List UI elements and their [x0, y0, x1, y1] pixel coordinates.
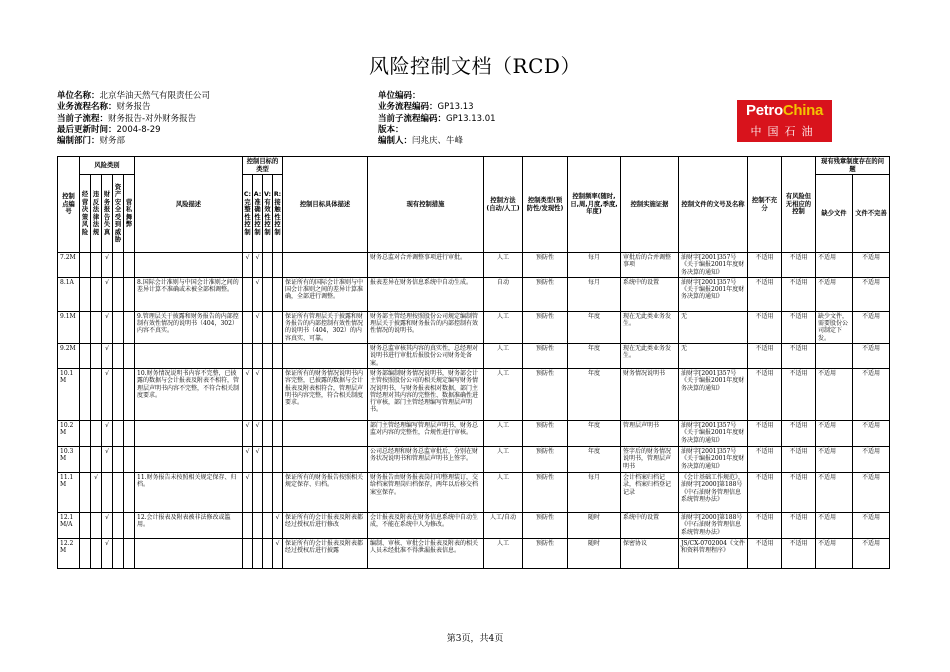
cell-target-mark: √ — [253, 311, 263, 343]
cell-doc: 油财字[2001]357号《关于编报2001年度财务决算的通知》 — [679, 368, 748, 420]
cell-method: 人工 — [484, 446, 523, 472]
cell-target-desc — [283, 253, 368, 278]
hdr-missing-doc: 缺少文件 — [816, 175, 853, 253]
cell-frequency: 年度 — [568, 344, 621, 369]
meta-right — [378, 91, 496, 147]
cell-no-design: 不适用 — [782, 538, 816, 568]
document-title: 风险控制文档（RCD） — [369, 54, 581, 78]
cell-control-id: 7.2M — [58, 253, 80, 278]
cell-measure: 会计报表及附表在财务信息系统中自动生成，不能在系统中人为修改。 — [368, 512, 484, 538]
cell-target-mark — [243, 344, 253, 369]
cell-target-desc: 保证所有管理层关于披露和财务报告的内部控制有效性情况的说明书（404，302）的内容真实、可靠。 — [283, 311, 368, 343]
cell-insufficient: 不适用 — [748, 368, 782, 420]
cell-doc: 油财字[2001]357号《关于编报2001年度财务决算的通知》 — [679, 277, 748, 311]
cell-risk-mark — [80, 368, 91, 420]
cell-incomplete-doc: 不适用 — [853, 253, 890, 278]
cell-frequency: 年度 — [568, 420, 621, 446]
cell-target-mark — [263, 311, 273, 343]
cell-risk-mark: √ — [102, 512, 113, 538]
cell-target-mark: √ — [253, 253, 263, 278]
cell-risk-mark: √ — [91, 472, 102, 512]
cell-no-design: 不适用 — [782, 472, 816, 512]
cell-method: 人工 — [484, 253, 523, 278]
cell-target-mark: √ — [253, 446, 263, 472]
cell-risk-mark — [102, 472, 113, 512]
meta-subprocess-code: 当前子流程编码：GP13.13.01 — [378, 113, 496, 124]
cell-control-id: 10.1M — [58, 368, 80, 420]
cell-risk-mark — [80, 253, 91, 278]
cell-doc: 无 — [679, 311, 748, 343]
cell-evidence: 审批后的合并调整事项 — [621, 253, 679, 278]
cell-missing-doc: 不适用 — [816, 472, 853, 512]
cell-method: 人工 — [484, 311, 523, 343]
cell-risk-mark — [113, 512, 124, 538]
cell-control-id: 11.1M — [58, 472, 80, 512]
cell-measure: 财务报告由财务报表岗打印整理装订，交给档案管理岗归档保存，两年以后移交档案室保存。 — [368, 472, 484, 512]
cell-no-design: 不适用 — [782, 512, 816, 538]
cell-target-mark: √ — [243, 446, 253, 472]
cell-evidence: 现在无此类业务发生。 — [621, 311, 679, 343]
cell-target-mark — [243, 512, 253, 538]
cell-frequency: 随时 — [568, 512, 621, 538]
cell-no-design: 不适用 — [782, 253, 816, 278]
cell-method: 人工 — [484, 472, 523, 512]
cell-target-mark — [263, 277, 273, 311]
hdr-target-desc: 控制目标具体描述 — [283, 157, 368, 253]
table-row — [58, 277, 890, 311]
cell-target-mark — [253, 472, 263, 512]
cell-no-design: 不适用 — [782, 420, 816, 446]
table-row — [58, 368, 890, 420]
cell-measure: 报表差异在财务信息系统中自动生成。 — [368, 277, 484, 311]
cell-insufficient: 不适用 — [748, 472, 782, 512]
cell-target-desc: 保证所有的会计报表及附表都经过授权后进行修改 — [283, 512, 368, 538]
meta-unit-code: 单位编码： — [378, 91, 421, 101]
cell-risk-mark — [124, 368, 135, 420]
cell-risk-mark: √ — [102, 277, 113, 311]
cell-risk-desc — [135, 420, 243, 446]
hdr-existing-measures: 现有控制措施 — [368, 157, 484, 253]
cell-incomplete-doc: 不适用 — [853, 344, 890, 369]
cell-target-mark — [243, 311, 253, 343]
cell-risk-mark — [113, 253, 124, 278]
cell-risk-mark — [91, 512, 102, 538]
cell-method: 自动 — [484, 277, 523, 311]
meta-subprocess: 当前子流程：财务报告-对外财务报告 — [57, 113, 197, 124]
hdr-no-design: 有风险但无相应的控制 — [782, 157, 816, 253]
hdr-risk-cat-2: 违反法律法规 — [91, 175, 102, 253]
cell-target-mark — [243, 277, 253, 311]
hdr-risk-cat-3: 财务报告失真 — [102, 175, 113, 253]
cell-control-id: 9.2M — [58, 344, 80, 369]
cell-type: 预防性 — [523, 277, 568, 311]
cell-risk-mark — [91, 538, 102, 568]
cell-risk-mark — [80, 311, 91, 343]
cell-risk-mark — [113, 277, 124, 311]
hdr-risk-cat-4: 资产安全受到威胁 — [113, 175, 124, 253]
cell-risk-desc: 12.会计报表及附表被非法修改或滥用。 — [135, 512, 243, 538]
cell-risk-mark — [80, 472, 91, 512]
cell-target-mark — [273, 368, 283, 420]
cell-insufficient: 不适用 — [748, 277, 782, 311]
cell-target-mark — [243, 538, 253, 568]
cell-incomplete-doc: 不适用 — [853, 446, 890, 472]
meta-unit-name: 单位名称：北京华油天然气有限责任公司 — [57, 91, 211, 101]
cell-incomplete-doc: 不适用 — [853, 311, 890, 343]
cell-evidence: 管理层声明书 — [621, 420, 679, 446]
cell-control-id: 10.3M — [58, 446, 80, 472]
table-row — [58, 512, 890, 538]
hdr-target-a: A:准确性控制 — [253, 175, 263, 253]
cell-doc: 油财字[2000]第188号《中石油财务管理信息系统管理办法》 — [679, 512, 748, 538]
cell-control-id: 12.2M — [58, 538, 80, 568]
cell-target-mark — [273, 446, 283, 472]
hdr-risk-cat-1: 经营决策风险 — [80, 175, 91, 253]
cell-target-mark: √ — [253, 277, 263, 311]
cell-type: 预防性 — [523, 344, 568, 369]
cell-risk-mark — [124, 277, 135, 311]
hdr-control-target-type: 控制目标的类型 — [243, 157, 283, 175]
cell-insufficient: 不适用 — [748, 446, 782, 472]
hdr-target-c: C:完整性控制 — [243, 175, 253, 253]
cell-insufficient: 不适用 — [748, 512, 782, 538]
cell-evidence: 保密协议 — [621, 538, 679, 568]
meta-author: 编制人：闫兆庆、牛峰 — [378, 136, 464, 147]
cell-type: 预防性 — [523, 420, 568, 446]
cell-missing-doc — [816, 344, 853, 369]
cell-no-design: 不适用 — [782, 446, 816, 472]
cell-frequency: 每月 — [568, 253, 621, 278]
hdr-insufficient: 控制不充分 — [748, 157, 782, 253]
cell-target-mark — [263, 368, 273, 420]
cell-risk-mark — [124, 253, 135, 278]
cell-method: 人工/自动 — [484, 512, 523, 538]
cell-measure: 财务总监审核其内容的真实性，总经理对说明书进行审批后报股份公司财务处备案。 — [368, 344, 484, 369]
cell-measure: 财务部编制财务情况说明书，财务部会计主管按照股份公司的相关规定编写财务情况说明书，与财务报表相对数据，部门主管经理对其内容的完整性、数据准确性进行审核，部门主管经理编写管理层声明书。 — [368, 368, 484, 420]
cell-evidence: 财务情况说明书 — [621, 368, 679, 420]
cell-evidence: 签字后的财务情况说明书，管理层声明书 — [621, 446, 679, 472]
cell-risk-mark — [80, 538, 91, 568]
cell-measure: 财务部主管经理按照股份公司规定编制管理层关于披露和财务报告的内部控制有效性情况的说明书。 — [368, 311, 484, 343]
cell-control-id: 8.1A — [58, 277, 80, 311]
table-row — [58, 344, 890, 369]
cell-target-desc: 保证所有的国际会计准则与中国会计准则之间的差异计算准确，全部进行调整。 — [283, 277, 368, 311]
cell-type: 预防性 — [523, 512, 568, 538]
cell-no-design: 不适用 — [782, 277, 816, 311]
cell-risk-mark — [80, 277, 91, 311]
cell-method: 人工 — [484, 420, 523, 446]
cell-evidence: 系统中的设置 — [621, 512, 679, 538]
cell-type: 预防性 — [523, 368, 568, 420]
cell-risk-mark: √ — [102, 446, 113, 472]
cell-target-desc: 保证所有的财务报告按照相关规定保存、归档。 — [283, 472, 368, 512]
meta-left — [57, 91, 210, 147]
cell-risk-mark — [113, 472, 124, 512]
table-rows — [58, 253, 890, 569]
cell-insufficient: 不适用 — [748, 253, 782, 278]
cell-risk-mark — [91, 311, 102, 343]
cell-evidence: 现在无此类业务发生。 — [621, 344, 679, 369]
table-row — [58, 446, 890, 472]
cell-risk-desc — [135, 446, 243, 472]
cell-incomplete-doc: 不适用 — [853, 368, 890, 420]
cell-method: 人工 — [484, 368, 523, 420]
cell-target-mark — [253, 512, 263, 538]
cell-target-mark: √ — [243, 368, 253, 420]
cell-method: 人工 — [484, 344, 523, 369]
cell-target-mark — [263, 420, 273, 446]
cell-target-mark — [273, 277, 283, 311]
cell-frequency: 每月 — [568, 472, 621, 512]
cell-risk-mark: √ — [102, 368, 113, 420]
cell-risk-mark — [113, 311, 124, 343]
petrochina-logo: PetroChina 中国石油 — [737, 100, 832, 142]
hdr-frequency: 控制频率(随时,日,周,月度,季度,年度) — [568, 157, 621, 253]
cell-risk-mark — [91, 446, 102, 472]
cell-risk-mark: √ — [102, 420, 113, 446]
hdr-existing-defects: 现有残章制度存在的问题 — [816, 157, 890, 175]
cell-risk-desc: 10.财务情况说明书内容不完整，已披露的数据与会计报表及附表不相符，管理层声明书内容不完整，不符合相关制度要求。 — [135, 368, 243, 420]
cell-risk-mark — [80, 420, 91, 446]
cell-measure: 编制、审核、审批会计报表及附表的相关人员未经批准不得泄漏报表信息。 — [368, 538, 484, 568]
cell-risk-mark — [91, 277, 102, 311]
hdr-risk-cat-5: 营私舞弊 — [124, 175, 135, 253]
cell-risk-mark — [113, 420, 124, 446]
hdr-evidence: 控制实施证据 — [621, 157, 679, 253]
meta-process-name: 业务流程名称：财务报告 — [57, 102, 151, 113]
cell-missing-doc: 不适用 — [816, 420, 853, 446]
cell-no-design: 不适用 — [782, 344, 816, 369]
cell-risk-mark: √ — [102, 344, 113, 369]
cell-risk-desc — [135, 538, 243, 568]
cell-risk-mark — [91, 420, 102, 446]
table-row — [58, 253, 890, 278]
cell-risk-mark — [124, 344, 135, 369]
hdr-incomplete-doc: 文件不完善 — [853, 175, 890, 253]
cell-type: 预防性 — [523, 446, 568, 472]
cell-control-id: 10.2M — [58, 420, 80, 446]
cell-type: 预防性 — [523, 472, 568, 512]
cell-incomplete-doc: 不适用 — [853, 472, 890, 512]
cell-missing-doc: 缺少文件，需要股份公司制定下发。 — [816, 311, 853, 343]
cell-risk-mark: √ — [102, 311, 113, 343]
cell-target-mark: √ — [253, 420, 263, 446]
cell-target-mark — [263, 253, 273, 278]
cell-target-desc — [283, 420, 368, 446]
cell-doc: 油财字[2001]357号《关于编报2001年度财务决算的通知》 — [679, 420, 748, 446]
hdr-target-v: V:有效性控制 — [263, 175, 273, 253]
cell-missing-doc: 不适用 — [816, 277, 853, 311]
cell-evidence: 系统中的设置 — [621, 277, 679, 311]
cell-missing-doc: 不适用 — [816, 512, 853, 538]
cell-doc: 油财字[2001]357号《关于编报2001年度财务决算的通知》 — [679, 446, 748, 472]
cell-risk-mark — [113, 368, 124, 420]
cell-risk-mark — [91, 344, 102, 369]
cell-incomplete-doc: 不适用 — [853, 277, 890, 311]
cell-target-mark: √ — [243, 253, 253, 278]
cell-missing-doc: 不适用 — [816, 253, 853, 278]
table-row — [58, 538, 890, 568]
cell-target-mark: √ — [243, 472, 253, 512]
cell-control-id: 9.1M — [58, 311, 80, 343]
table-row — [58, 311, 890, 343]
cell-insufficient: 不适用 — [748, 538, 782, 568]
cell-frequency: 年度 — [568, 311, 621, 343]
meta-dept: 编制部门：财务部 — [57, 136, 126, 147]
meta-updated: 最后更新时间：2004-8-29 — [57, 124, 161, 135]
cell-risk-desc: 11.财务报告未按照相关规定保存、归档。 — [135, 472, 243, 512]
cell-risk-mark — [124, 538, 135, 568]
cell-risk-desc: 9.管理层关于披露和财务报告的内部控制有效性情况的说明书（404，302）内容不真实。 — [135, 311, 243, 343]
cell-insufficient: 不适用 — [748, 420, 782, 446]
table-row — [58, 472, 890, 512]
hdr-control-method: 控制方法(自动/人工) — [484, 157, 523, 253]
cell-target-mark — [273, 311, 283, 343]
rcd-table — [57, 156, 890, 569]
cell-target-mark: √ — [253, 368, 263, 420]
cell-measure: 公司总经理和财务总监审批后，分别在财务状况说明书和管理层声明书上签字。 — [368, 446, 484, 472]
cell-target-mark — [273, 472, 283, 512]
cell-risk-mark: √ — [102, 538, 113, 568]
cell-target-mark — [263, 512, 273, 538]
cell-risk-mark: √ — [102, 253, 113, 278]
cell-target-desc: 保证所有的会计报表及附表都经过授权后进行披露 — [283, 538, 368, 568]
cell-evidence: 会计档案归档记录，档案归档登记记录 — [621, 472, 679, 512]
cell-risk-mark — [113, 538, 124, 568]
cell-risk-mark — [124, 446, 135, 472]
cell-frequency: 每月 — [568, 277, 621, 311]
cell-insufficient: 不适用 — [748, 344, 782, 369]
cell-type: 预防性 — [523, 253, 568, 278]
cell-target-desc — [283, 344, 368, 369]
hdr-control-type: 控制类型(预防性/发现性) — [523, 157, 568, 253]
cell-measure: 部门主管经理编写管理层声明书，财务总监对内容的完整性，合规性进行审核。 — [368, 420, 484, 446]
cell-frequency: 年度 — [568, 446, 621, 472]
cell-target-mark — [273, 344, 283, 369]
cell-risk-mark — [113, 344, 124, 369]
cell-incomplete-doc: 不适用 — [853, 512, 890, 538]
cell-control-id: 12.1M/A — [58, 512, 80, 538]
cell-target-mark — [273, 420, 283, 446]
cell-target-mark: √ — [273, 512, 283, 538]
cell-risk-mark — [80, 344, 91, 369]
cell-missing-doc: 不适用 — [816, 368, 853, 420]
hdr-control-point-no: 控制点编号 — [58, 157, 80, 253]
hdr-risk-category: 风险类别 — [80, 157, 135, 175]
cell-risk-mark — [113, 446, 124, 472]
cell-incomplete-doc: 不适用 — [853, 538, 890, 568]
cell-missing-doc: 不适用 — [816, 538, 853, 568]
cell-target-mark — [263, 344, 273, 369]
cell-insufficient: 不适用 — [748, 311, 782, 343]
cell-target-desc: 保证所有的财务情况说明书内容完整，已披露的数据与会计报表及附表相符合，管理层声明书内容完整，符合相关制度要求。 — [283, 368, 368, 420]
cell-doc: 《会计基础工作规范》，油财字[2000]第188号《中石油财务管理信息系统管理办法》 — [679, 472, 748, 512]
hdr-target-r: R:接触性控制 — [273, 175, 283, 253]
cell-risk-desc — [135, 253, 243, 278]
cell-target-mark — [273, 253, 283, 278]
cell-risk-mark — [124, 472, 135, 512]
cell-incomplete-doc: 不适用 — [853, 420, 890, 446]
cell-doc: JS/CX-0702004《文件和资料管理程序》 — [679, 538, 748, 568]
cell-risk-mark — [91, 253, 102, 278]
cell-target-mark: √ — [273, 538, 283, 568]
cell-target-mark — [263, 538, 273, 568]
hdr-doc-no: 控制文件的文号及名称 — [679, 157, 748, 253]
cell-measure: 财务总监对合并调整事项进行审批。 — [368, 253, 484, 278]
cell-frequency: 随时 — [568, 538, 621, 568]
table-row — [58, 420, 890, 446]
cell-method: 人工 — [484, 538, 523, 568]
page-footer: 第3页，共4页 — [446, 634, 504, 644]
cell-target-mark: √ — [243, 420, 253, 446]
cell-no-design: 不适用 — [782, 368, 816, 420]
cell-target-mark — [263, 472, 273, 512]
cell-risk-desc: 8.国际会计准则与中国会计准则之间的差异计算不准确或未被全部相调整。 — [135, 277, 243, 311]
cell-target-mark — [253, 538, 263, 568]
cell-risk-mark — [80, 446, 91, 472]
cell-doc: 油财字[2001]357号《关于编报2001年度财务决算的通知》 — [679, 253, 748, 278]
cell-type: 预防性 — [523, 311, 568, 343]
meta-process-code: 业务流程编码：GP13.13 — [378, 102, 474, 113]
cell-doc: 无 — [679, 344, 748, 369]
cell-target-mark — [253, 344, 263, 369]
cell-no-design: 不适用 — [782, 311, 816, 343]
cell-risk-mark — [91, 368, 102, 420]
cell-type: 预防性 — [523, 538, 568, 568]
meta-version: 版本： — [378, 124, 404, 135]
cell-frequency: 年度 — [568, 368, 621, 420]
cell-missing-doc: 不适用 — [816, 446, 853, 472]
cell-risk-mark — [124, 420, 135, 446]
cell-target-mark — [263, 446, 273, 472]
hdr-risk-desc: 风险描述 — [135, 157, 243, 253]
cell-risk-mark — [124, 512, 135, 538]
cell-risk-mark — [80, 512, 91, 538]
cell-risk-mark — [124, 311, 135, 343]
cell-target-desc — [283, 446, 368, 472]
cell-risk-desc — [135, 344, 243, 369]
